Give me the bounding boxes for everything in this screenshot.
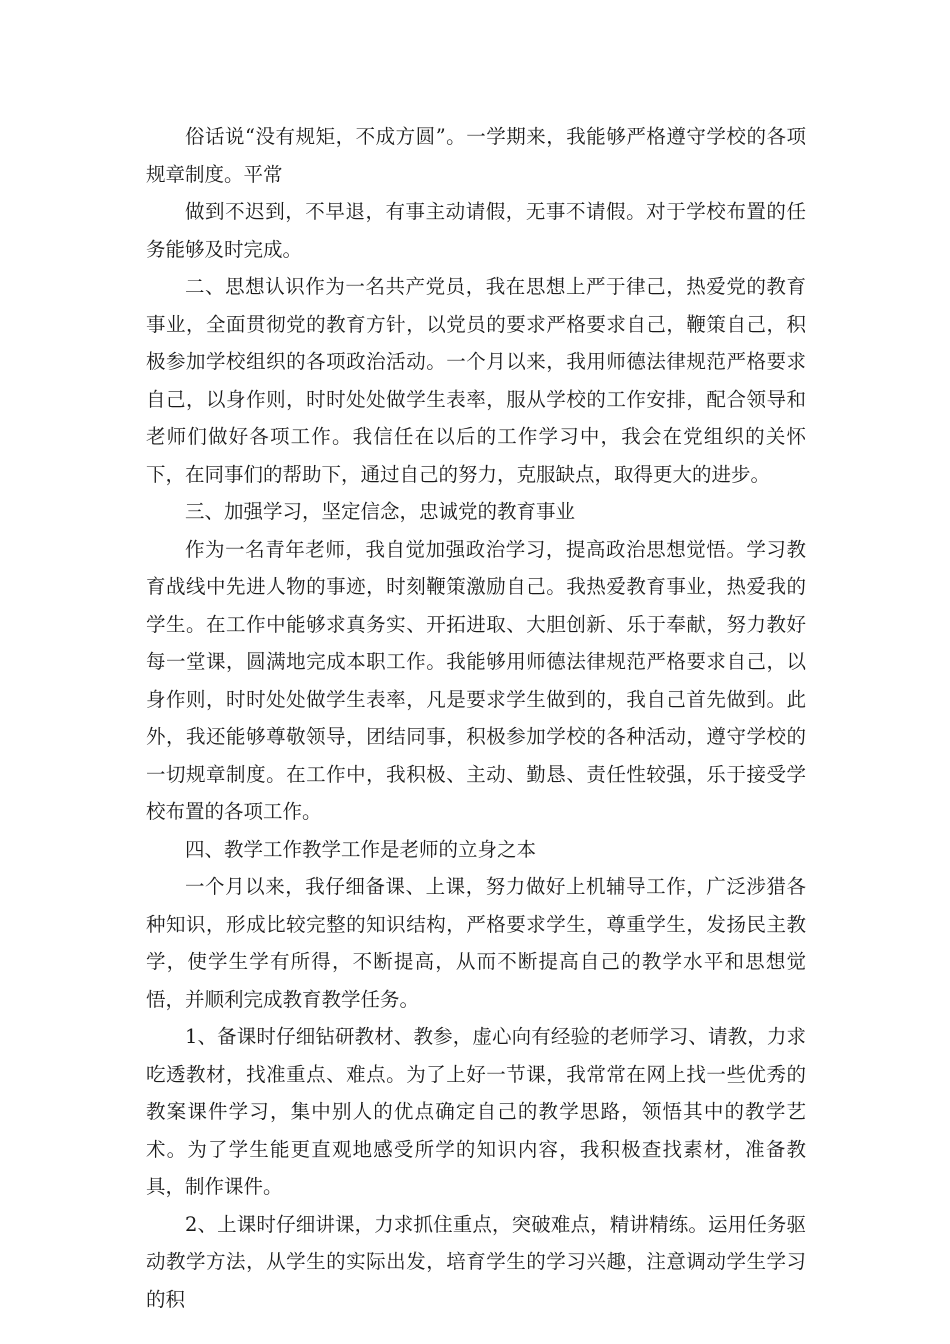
paragraph-study: 作为一名青年老师，我自觉加强政治学习，提高政治思想觉悟。学习教育战线中先进人物的事迹，时刻鞭策激励自己。我热爱教育事业，热爱我的学生。在工作中能够求真务实、开拓进取、大胆创新、乐于奉献，努力教好每一堂课，圆满地完成本职工作。我能够用师德法律规范严格要求自己，以身作则，时时处处做学生表率，凡是要求学生做到的，我自己首先做到。此外，我还能够尊敬领导，团结同事，积极参加学校的各种活动，遵守学校的一切规章制度。在工作中，我积极、主动、勤恳、责任性较强，乐于接受学校布置的各项工作。 (146, 537, 806, 823)
heading-teaching: 四、教学工作教学工作是老师的立身之本 (185, 837, 537, 861)
paragraph-attendance: 做到不迟到，不早退，有事主动请假，无事不请假。对于学校布置的任务能够及时完成。 (146, 200, 806, 261)
paragraph-ideology: 二、思想认识作为一名共产党员，我在思想上严于律己，热爱党的教育事业，全面贯彻党的教育方针，以党员的要求严格要求自己，鞭策自己，积极参加学校组织的各项政治活动。一个月以来，我用师德法律规范严格要求自己，以身作则，时时处处做学生表率，服从学校的工作安排，配合领导和老师们做好各项工作。我信任在以后的工作学习中，我会在党组织的关怀下，在同事们的帮助下，通过自己的努力，克服缺点，取得更大的进步。 (146, 275, 806, 486)
paragraph-rules-intro: 俗话说“没有规矩，不成方圆”。一学期来，我能够严格遵守学校的各项规章制度。平常 (146, 125, 806, 186)
paragraph-lesson-prep: 1、备课时仔细钻研教材、教参，虚心向有经验的老师学习、请教，力求吃透教材，找准重点、难点。为了上好一节课，我常常在网上找一些优秀的教案课件学习，集中别人的优点确定自己的教学思路，领悟其中的教学艺术。为了学生能更直观地感受所学的知识内容，我积极查找素材，准备教具，制作课件。 (146, 1025, 806, 1198)
paragraph-teaching: 一个月以来，我仔细备课、上课，努力做好上机辅导工作，广泛涉猎各种知识，形成比较完整的知识结构，严格要求学生，尊重学生，发扬民主教学，使学生学有所得，不断提高，从而不断提高自己的教学水平和思想觉悟，并顺利完成教育教学任务。 (146, 875, 806, 1011)
paragraph-lecturing: 2、上课时仔细讲课，力求抓住重点，突破难点，精讲精练。运用任务驱动教学方法，从学生的实际出发，培育学生的学习兴趣，注意调动学生学习的积 (146, 1212, 806, 1311)
heading-study: 三、加强学习，坚定信念，忠诚党的教育事业 (185, 500, 576, 523)
document-body (146, 118, 806, 1318)
